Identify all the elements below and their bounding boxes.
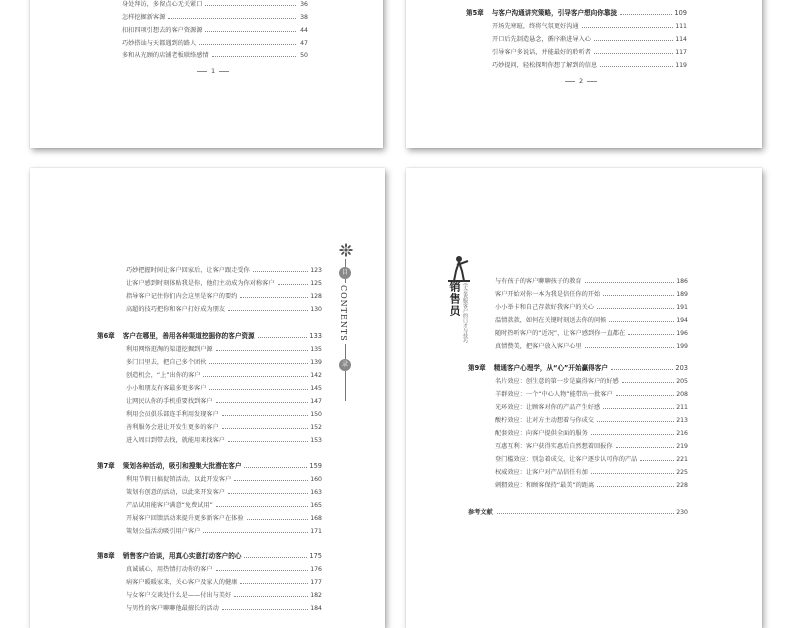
toc-entry [126, 293, 322, 300]
entry-title: 利用会员俱乐部连手利用发现客户 [126, 411, 219, 418]
entry-title: 策划公益活动吸引用户客户 [126, 528, 201, 535]
toc-entry [126, 398, 322, 405]
chapter-page: 175 [309, 552, 322, 560]
leader-dots [205, 31, 296, 32]
leader-dots [600, 66, 673, 67]
leader-dots [591, 434, 674, 435]
toc-entry [126, 346, 322, 353]
toc-entry [495, 378, 688, 385]
toc-entry [122, 1, 308, 8]
toc-entry [126, 359, 322, 366]
entry-title: 扣扣四项引想去的客户资源源 [122, 27, 203, 34]
chapter-title: 策划各种活动，吸引和搜集大批潜在客户 [122, 462, 242, 470]
entry-page: 36 [300, 1, 308, 8]
toc-entry [126, 437, 322, 444]
entry-title: 身处拜访，多留点心无关紧口 [122, 1, 203, 8]
entry-title: 与女客户交谈处什么是——付出与美好 [126, 592, 232, 599]
toc-entry [495, 417, 688, 424]
entry-page: 150 [310, 411, 322, 418]
speaker-figure-icon [444, 253, 474, 283]
entry-title: 病客户暖暖家来，关心客户及家人的健康 [126, 579, 238, 586]
flower-icon [336, 243, 356, 257]
entry-title: 产品试用能客户满意“免费试用” [126, 502, 213, 509]
toc-entry [126, 280, 322, 287]
entry-page: 182 [310, 592, 322, 599]
entry-title: 真诚诚心，用热情打动你的客户 [126, 566, 213, 573]
toc-entry [126, 605, 322, 612]
entry-page: 194 [676, 317, 688, 324]
chapter-title: 客户在哪里，善用各种渠道挖掘你的客户资源 [122, 332, 255, 340]
toc-entry [122, 52, 308, 59]
leader-dots [278, 284, 309, 285]
entry-page: 119 [675, 62, 687, 69]
entry-page: 205 [676, 378, 688, 385]
entry-title: 高超的技巧把你和客户打好成为朋友 [126, 306, 225, 313]
leader-dots [203, 532, 308, 533]
entry-title: 刺猬效应：和顾客保持“最美”的距离 [495, 482, 595, 489]
entry-title: 互惠互利：客户获得实惠后自然想着回报你 [495, 443, 613, 450]
toc-entry [495, 330, 688, 337]
entry-title: 真情赞美，把客户放入客户心里 [495, 343, 582, 350]
leader-dots [597, 421, 674, 422]
toc-entry [495, 443, 688, 450]
leader-dots [216, 506, 308, 507]
toc-entry [126, 528, 322, 535]
entry-title: 多门目里去，把自己多个团伙 [126, 359, 207, 366]
entry-title: 利用网络逛淘的渠道挖掘到户源 [126, 346, 213, 353]
leader-dots [497, 513, 674, 514]
leader-dots [168, 18, 296, 19]
entry-title: 利用节假日搞促销活动，以此开发客户 [126, 476, 232, 483]
chapter-number: 第5章 [466, 9, 484, 17]
entry-title: 权威效应：让客户对产品信任有加 [495, 469, 588, 476]
entry-title: 让网民认你的手机重要找到客户 [126, 398, 213, 405]
entry-page: 47 [300, 40, 308, 47]
leader-dots [585, 282, 675, 283]
entry-title: 小小举卡和自己存款好我客户的关心 [495, 304, 594, 311]
book-logo [440, 253, 480, 363]
toc-entry [126, 372, 322, 379]
chapter-number: 第6章 [97, 332, 115, 340]
leader-dots [258, 337, 308, 338]
entry-title: 客户开始对你一本为我是信任你的开始 [495, 291, 601, 298]
toc-entry [495, 391, 688, 398]
toc-entry [126, 489, 322, 496]
entry-title: 随时热听客户的“近况”，让客户感到你一直都在 [495, 330, 626, 337]
leader-dots [222, 609, 308, 610]
entry-title: 巧妙提问，轻松探明你想了解到的信息 [492, 62, 598, 69]
leader-dots [203, 376, 308, 377]
entry-title: 与有孩子的客户聊聊孩子的教育 [495, 278, 582, 285]
leader-dots [209, 363, 308, 364]
entry-title: 开展客户回馈活动来提升更多新客户在体验 [126, 515, 244, 522]
entry-page: 191 [676, 304, 688, 311]
leader-dots [597, 486, 674, 487]
leader-dots [628, 334, 674, 335]
entry-title: 光环效应：让顾客对你的产品产生好感 [495, 404, 601, 411]
entry-page: 130 [310, 306, 322, 313]
entry-page: 171 [310, 528, 322, 535]
entry-title: 酸柠效应：让对方主动想着与你成交 [495, 417, 594, 424]
entry-title: 巧妙把握时间让客户回家后，让客户跟走受你 [126, 267, 250, 274]
entry-page: 125 [310, 280, 322, 287]
leader-dots [620, 14, 672, 15]
entry-page: 216 [676, 430, 688, 437]
leader-dots [228, 441, 308, 442]
entry-title: 配套效应：向客户提供全面的服务 [495, 430, 588, 437]
references-entry [468, 507, 688, 516]
toc-entry [495, 291, 688, 298]
leader-dots [591, 473, 674, 474]
leader-dots [640, 460, 674, 461]
leader-dots [244, 467, 307, 468]
leader-dots [234, 480, 308, 481]
entry-page: 165 [310, 502, 322, 509]
leader-dots [199, 44, 296, 45]
references-title: 参考文献 [468, 509, 493, 516]
chapter-heading [97, 552, 322, 560]
contents-label: CONTENTS [339, 285, 348, 342]
chapter-page: 109 [674, 9, 687, 17]
leader-dots [228, 493, 308, 494]
leader-dots [244, 557, 307, 558]
entry-page: 139 [310, 359, 322, 366]
entry-page: 176 [310, 566, 322, 573]
entry-page: 147 [310, 398, 322, 405]
entry-title: 羊群效应：一个“中心人物”能带出一批客户 [495, 391, 613, 398]
entry-title: 策划有创意的活动，以此来开发客户 [126, 489, 225, 496]
chapter-heading [466, 9, 687, 17]
chapter-heading [97, 332, 322, 340]
toc-page-2 [406, 0, 762, 148]
toc-entry [495, 456, 688, 463]
toc-entry [126, 566, 322, 573]
leader-dots [222, 428, 308, 429]
toc-entry [492, 62, 687, 69]
leader-dots [594, 53, 673, 54]
entry-page: 211 [676, 404, 688, 411]
entry-title: 进入周目到带去找，就能用来找客户 [126, 437, 225, 444]
entry-page: 196 [676, 330, 688, 337]
entry-title: 开口后先制造悬念，循序渐进导入心 [492, 36, 591, 43]
contents-decoration [336, 243, 356, 483]
entry-page: 123 [310, 267, 322, 274]
toc-entry [126, 306, 322, 313]
entry-page: 186 [676, 278, 688, 285]
leader-dots [228, 310, 308, 311]
leader-dots [253, 271, 308, 272]
entry-title: 开场先寒暄，终将气氛更好沟通 [492, 23, 579, 30]
entry-page: 111 [675, 23, 687, 30]
leader-dots [205, 5, 296, 6]
leader-dots [597, 308, 674, 309]
toc-entry [126, 592, 322, 599]
leader-dots [594, 40, 673, 41]
toc-entry [126, 411, 322, 418]
leader-dots [240, 297, 308, 298]
leader-dots [622, 382, 674, 383]
entry-page: 152 [310, 424, 322, 431]
entry-title: 引导客户多说话，并能最好的聆听者 [492, 49, 591, 56]
entry-page: 221 [676, 456, 688, 463]
entry-page: 145 [310, 385, 322, 392]
chapter-number: 第7章 [97, 462, 115, 470]
logo-title: 销售员 [448, 281, 461, 317]
entry-title: 名片效应：创生意的第一步是赢得客户的好感 [495, 378, 619, 385]
entry-page: 177 [310, 579, 322, 586]
entry-page: 114 [675, 36, 687, 43]
entry-page: 208 [676, 391, 688, 398]
references-page: 230 [676, 509, 688, 516]
leader-dots [216, 350, 309, 351]
toc-entry [495, 304, 688, 311]
chapter-page: 203 [675, 364, 688, 372]
chapter-heading [468, 364, 688, 372]
chapter-title: 与客户沟通讲究策略，引导客户想向你靠拢 [491, 9, 618, 17]
leader-dots [216, 402, 309, 403]
entry-title: 指导客户记住你们内会这里是客户的要约 [126, 293, 238, 300]
entry-title: 让客户感到时刻体贴我是你，他们主动成为你对称客户 [126, 280, 275, 287]
entry-title: 小小和朋友有客最多更多客户 [126, 385, 207, 392]
entry-title: 登门槛效应：别急着成交，让客户逐步认可你的产品 [495, 456, 638, 463]
leader-dots [585, 347, 675, 348]
chapter-page: 159 [309, 462, 322, 470]
entry-page: 225 [676, 469, 688, 476]
entry-title: 怎样挖掘新客源 [122, 14, 166, 21]
toc-entry [492, 49, 687, 56]
chapter-number: 第9章 [468, 364, 486, 372]
entry-page: 168 [310, 515, 322, 522]
toc-entry [495, 430, 688, 437]
toc-entry [126, 476, 322, 483]
entry-page: 184 [310, 605, 322, 612]
entry-page: 199 [676, 343, 688, 350]
leader-dots [247, 519, 309, 520]
leader-dots [216, 570, 309, 571]
entry-page: 189 [676, 291, 688, 298]
chapter-heading [97, 462, 322, 470]
toc-entry [495, 317, 688, 324]
entry-title: 多和从光顾的店铺老板联络感情 [122, 52, 209, 59]
toc-page-4 [406, 168, 762, 628]
entry-page: 160 [310, 476, 322, 483]
toc-entry [126, 267, 322, 274]
toc-entry [122, 27, 308, 34]
toc-entry [495, 469, 688, 476]
entry-page: 219 [676, 443, 688, 450]
leader-dots [240, 583, 308, 584]
chapter-number: 第8章 [97, 552, 115, 560]
leader-dots [616, 447, 675, 448]
entry-title: 巧妙搭讪与天都遇到的路人 [122, 40, 197, 47]
logo-subtitle: 学会说服客户的口才与技巧 [462, 283, 468, 343]
toc-entry [495, 482, 688, 489]
toc-circle-label: 目 [339, 267, 351, 279]
entry-title: 与男性的客户聊聊他最擅长的活动 [126, 605, 219, 612]
entry-page: 135 [310, 346, 322, 353]
entry-title: 善利服务会进让开发生更多的客户 [126, 424, 219, 431]
leader-dots [234, 596, 308, 597]
toc-circle-label: 录 [339, 359, 351, 371]
leader-dots [212, 56, 296, 57]
toc-entry [492, 23, 687, 30]
entry-title: 创造机会，“上”出你的客户 [126, 372, 201, 379]
leader-dots [222, 415, 308, 416]
entry-page: 50 [300, 52, 308, 59]
entry-page: 142 [310, 372, 322, 379]
toc-entry [492, 36, 687, 43]
chapter-page: 133 [309, 332, 322, 340]
toc-entry [126, 502, 322, 509]
toc-page-1 [30, 0, 383, 148]
toc-entry [126, 579, 322, 586]
toc-entry [495, 404, 688, 411]
entry-page: 38 [300, 14, 308, 21]
leader-dots [609, 321, 674, 322]
toc-entry [122, 14, 308, 21]
entry-page: 117 [675, 49, 687, 56]
entry-page: 228 [676, 482, 688, 489]
leader-dots [603, 295, 674, 296]
entry-page: 44 [300, 27, 308, 34]
toc-entry [126, 515, 322, 522]
leader-dots [603, 408, 674, 409]
page-folio: 1 [193, 67, 233, 75]
leader-dots [616, 395, 674, 396]
leader-dots [209, 389, 308, 390]
leader-dots [611, 369, 673, 370]
entry-page: 213 [676, 417, 688, 424]
entry-page: 128 [310, 293, 322, 300]
toc-entry [122, 40, 308, 47]
page-folio: 2 [561, 77, 601, 85]
toc-entry [495, 343, 688, 350]
leader-dots [582, 27, 674, 28]
entry-title: 温情款款，如何在关键时刻送去你的问候 [495, 317, 607, 324]
toc-entry [495, 278, 688, 285]
toc-entry [126, 424, 322, 431]
chapter-title: 销售客户洽谈，用真心实意打动客户的心 [122, 552, 242, 560]
entry-page: 163 [310, 489, 322, 496]
entry-page: 153 [310, 437, 322, 444]
chapter-title: 精通客户心理学，从“心”开始赢得客户 [493, 364, 608, 372]
toc-page-3 [30, 168, 385, 628]
toc-entry [126, 385, 322, 392]
